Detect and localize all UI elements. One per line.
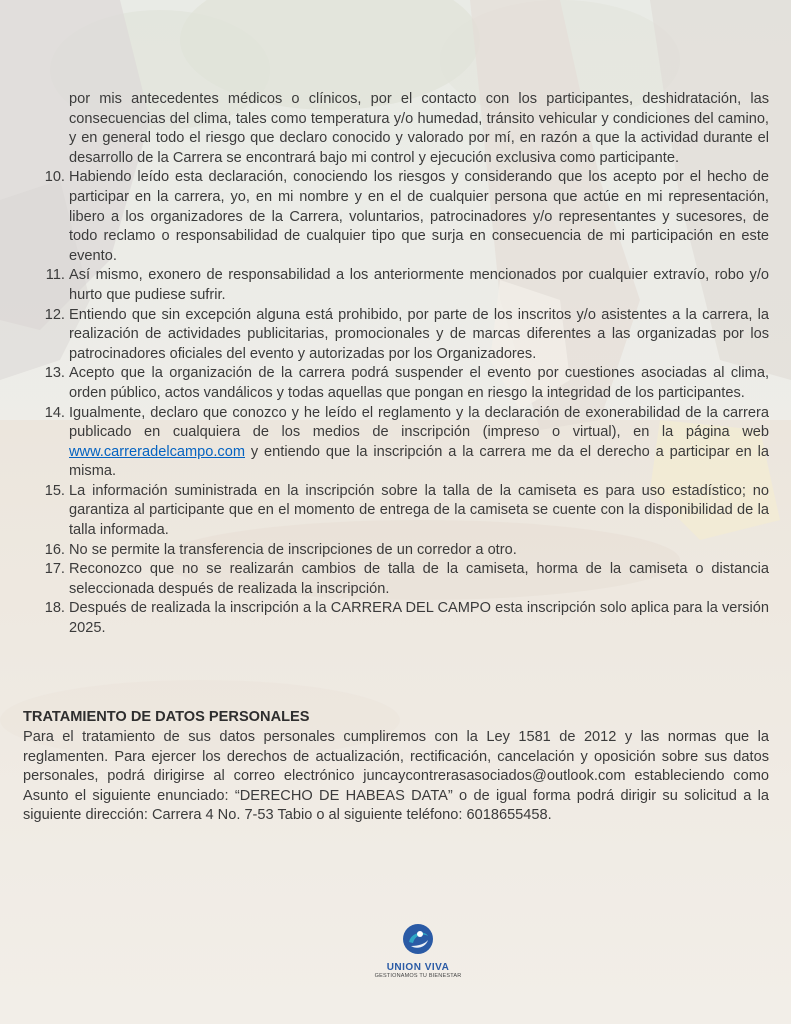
clause-text: Habiendo leído esta declaración, conociendo los riesgos y considerando que los acepto por el hecho de participar en la carrera, yo, en mi nombre y en el de cualquier persona que actúe en mi representación, libero a los organizadores de la Carrera, voluntarios, patrocinadores y/o representantes y sucesores, de todo reclamo o responsabilidad de cualquier tipo que surja en consecuencia de mi participación en este evento.	[69, 169, 769, 264]
clause-item	[23, 541, 769, 561]
clause-number: 15.	[44, 482, 65, 499]
clause-text: La información suministrada en la inscripción sobre la talla de la camiseta es para uso estadístico; no garantiza al participante que en el momento de entrega de la camiseta se cuente con la disponibilidad de la talla informada.	[69, 482, 769, 539]
clause-text: por mis antecedentes médicos o clínicos, por el contacto con los participantes, deshidratación, las consecuencias del clima, tales como temperatura y/o humedad, tránsito vehicular y condiciones del camino, y en general todo el riesgo que declaro conocido y valorado por mí, en razón a que la actividad durante el desarrollo de la Carrera se encontrará bajo mi control y ejecución exclusiva como participante.	[69, 91, 769, 166]
clause-number: 16.	[44, 541, 65, 558]
clause-item	[23, 404, 769, 482]
logo-emblem-icon	[401, 922, 435, 956]
clause-item	[23, 168, 769, 266]
clause-item	[23, 560, 769, 599]
clause-item	[23, 266, 769, 305]
clause-text: Reconozco que no se realizarán cambios de talla de la camiseta, horma de la camiseta o distancia seleccionada después de realizada la inscripción.	[69, 561, 769, 597]
data-policy-paragraph: Para el tratamiento de sus datos personales cumpliremos con la Ley 1581 de 2012 y las normas que la reglamenten. Para ejercer los derechos de actualización, rectificación, cancelación y oposición sobre sus datos personales, podrá dirigirse al correo electrónico juncaycontrerasasociados@outlook.com estableciendo como Asunto el siguiente enunciado: “DERECHO DE HABEAS DATA” o de igual forma podrá dirigir su solicitud a la siguiente dirección: Carrera 4 No. 7-53 Tabio o al siguiente teléfono: 6018655458.	[23, 729, 769, 824]
clause-item	[23, 482, 769, 541]
clause-list	[23, 90, 769, 639]
clause-number: 10.	[44, 169, 65, 186]
website-link[interactable]: www.carreradelcampo.com	[69, 443, 245, 460]
clause-number: 17.	[44, 561, 65, 578]
clause-number: 12.	[44, 306, 65, 323]
clause-text: y entiendo que la inscripción a la carrera me da el derecho a participar en la misma.	[69, 443, 769, 480]
clause-number: 13.	[44, 365, 65, 382]
clause-text: Después de realizada la inscripción a la CARRERA DEL CAMPO esta inscripción solo aplica para la versión 2025.	[69, 600, 769, 637]
logo-name: UNION VIVA	[386, 962, 450, 973]
clause-text: Igualmente, declaro que conozco y he leído el reglamento y la declaración de exonerabilidad de la carrera publicado en cualquiera de los medios de inscripción (impreso o virtual), en la página web	[69, 404, 769, 441]
clause-continuation	[23, 90, 769, 168]
clause-item	[23, 306, 769, 365]
clause-item	[23, 364, 769, 403]
clause-item	[23, 599, 769, 638]
clause-text: Entiendo que sin excepción alguna está prohibido, por parte de los inscritos y/o asistentes a la carrera, la realización de actividades publicitarias, promocionales y de marcas diferentes a las organizadas por los patrocinadores oficiales del evento y autorizadas por los Organizadores.	[69, 306, 769, 362]
clause-number: 18.	[44, 600, 65, 617]
clause-text: No se permite la transferencia de inscripciones de un corredor a otro.	[69, 541, 517, 558]
clause-number: 11.	[45, 267, 65, 284]
clause-text: Así mismo, exonero de responsabilidad a los anteriormente mencionados por cualquier extravío, robo y/o hurto que pudiese sufrir.	[69, 267, 769, 303]
clause-number: 14.	[44, 404, 65, 421]
section-heading: TRATAMIENTO DE DATOS PERSONALES	[23, 709, 310, 725]
clause-text: Acepto que la organización de la carrera podrá suspender el evento por cuestiones asociadas al clima, orden público, actos vandálicos y todas aquellas que pongan en riesgo la integridad de los participantes.	[69, 365, 769, 401]
logo-tagline: GESTIONAMOS TU BIENESTAR	[374, 973, 462, 979]
union-viva-logo	[368, 922, 468, 979]
